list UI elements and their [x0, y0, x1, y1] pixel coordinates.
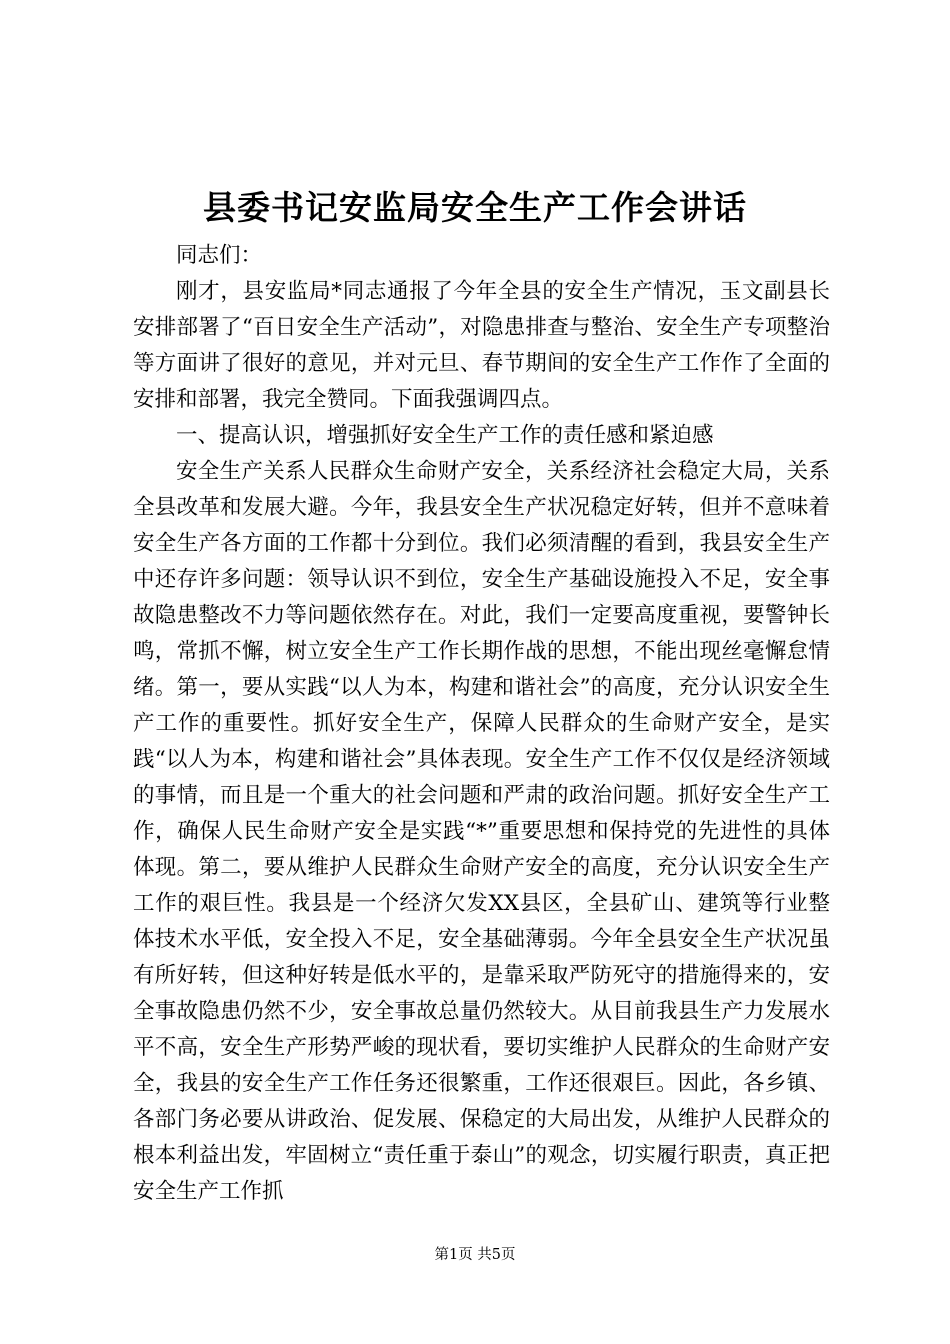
document-title: 县委书记安监局安全生产工作会讲话	[203, 188, 747, 227]
section-heading: 一、提高认识，增强抓好安全生产工作的责任感和紧迫感	[176, 423, 714, 448]
intro-paragraph: 刚才，县安监局*同志通报了今年全县的安全生产情况，玉文副县长安排部署了“百日安全生产活动”，对隐患排查与整治、安全生产专项整治等方面讲了很好的意见，并对元旦、春节期间的安全生产工作作了全面的安排和部署，我完全赞同。下面我强调四点。	[133, 279, 830, 412]
body-paragraph: 安全生产关系人民群众生命财产安全，关系经济社会稳定大局，关系全县改革和发展大避。今年，我县安全生产状况稳定好转，但并不意味着安全生产各方面的工作都十分到位。我们必须清醒的看到，我县安全生产中还存许多问题：领导认识不到位，安全生产基础设施投入不足，安全事故隐患整改不力等问题依然存在。对此，我们一定要高度重视，要警钟长鸣，常抓不懈，树立安全生产工作长期作战的思想，不能出现丝毫懈怠情绪。第一，要从实践“以人为本，构建和谐社会”的高度，充分认识安全生产工作的重要性。抓好安全生产，保障人民群众的生命财产安全，是实践“以人为本，构建和谐社会”具体表现。安全生产工作不仅仅是经济领域的事情，而且是一个重大的社会问题和严肃的政治问题。抓好安全生产工作，确保人民生命财产安全是实践“*”重要思想和保持党的先进性的具体体现。第二，要从维护人民群众生命财产安全的高度，充分认识安全生产工作的艰巨性。我县是一个经济欠发XX县区，全县矿山、建筑等行业整体技术水平低，安全投入不足，安全基础薄弱。今年全县安全生产状况虽有所好转，但这种好转是低水平的，是靠采取严防死守的措施得来的，安全事故隐患仍然不少，安全事故总量仍然较大。从目前我县生产力发展水平不高，安全生产形势严峻的现状看，要切实维护人民群众的生命财产安全，我县的安全生产工作任务还很繁重，工作还很艰巨。因此，各乡镇、各部门务必要从讲政治、促发展、保稳定的大局出发，从维护人民群众的根本利益出发，牢固树立“责任重于泰山”的观念，切实履行职责，真正把安全生产工作抓	[133, 459, 830, 1204]
salutation: 同志们：	[176, 243, 263, 268]
document-body	[133, 238, 830, 1210]
page-footer: 第1页 共5页	[434, 1247, 516, 1263]
